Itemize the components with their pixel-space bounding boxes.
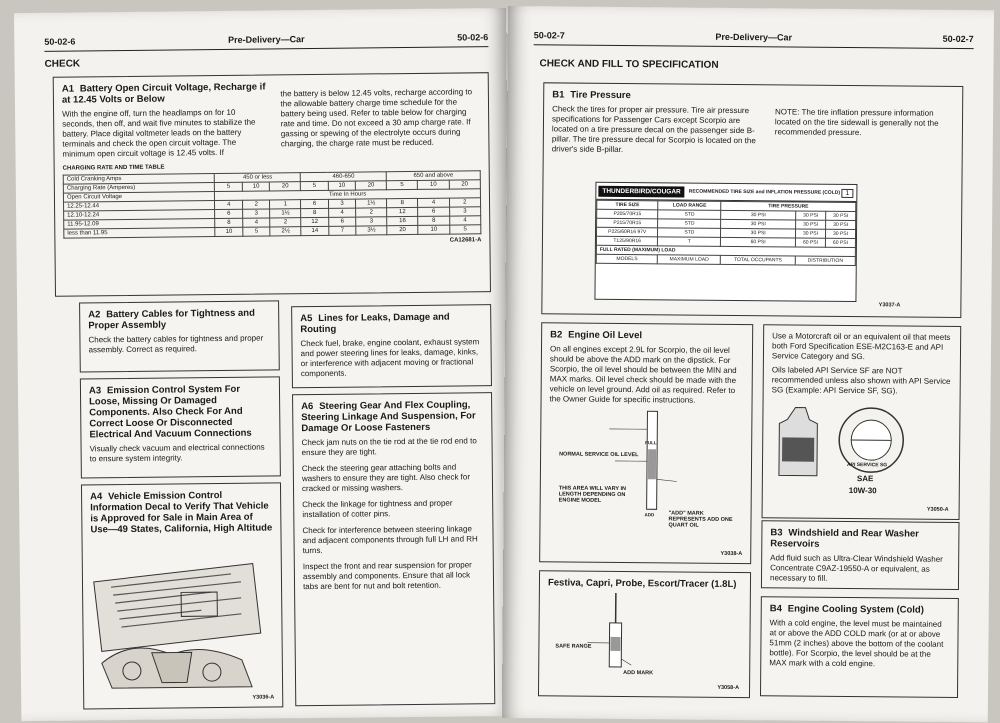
decal-brand: THUNDERBIRD/COUGAR	[598, 185, 684, 197]
oil-spec-text-2: Oils labeled API Service SF are NOT recommended unless also shown with API Service SG (Example: API Service SF, SG).	[771, 365, 951, 396]
engine-decal-illustration-icon	[91, 541, 273, 693]
oil-spec-text-1: Use a Motorcraft oil or an equivalent oil that meets both Ford Specification ESE-M2C163-E and API Service Category and SG.	[771, 331, 951, 362]
table-row: T125/90R16 T 60 PSI 60 PSI 60 PSI	[596, 236, 855, 247]
oil-grade-label: 10W-30	[848, 485, 877, 496]
a2-title: A2 Battery Cables for Tightness and Proper Assembly	[88, 307, 255, 332]
festiva-title: Festiva, Capri, Probe, Escort/Tracer (1.8L)	[547, 577, 737, 591]
right-page	[502, 6, 994, 722]
a6-text-3: Check the linkage for tightness and proper installation of cotter pins.	[302, 498, 453, 520]
b4-title: B4 Engine Cooling System (Cold)	[769, 603, 924, 616]
a6-text-2: Check the steering gear attaching bolts and washers to ensure they are tight. Also check for cracked or missing washers.	[301, 462, 471, 494]
left-page	[14, 8, 513, 721]
a3-emission-box	[80, 376, 281, 478]
right-page-header	[534, 30, 974, 49]
table-row: P225/60R16 97V STD 30 PSI 30 PSI 30 PSI	[596, 227, 855, 238]
charging-table: Cold Cranking Amps 450 or less 460-650 650 and above Charging Rate (Amperes) 5 10 20 5 10 20 5 10 20 Open Circuit Voltage Time In Hours 12.25-12.44 4 2 1 6 3 1½ 8 4 2 12.10-12.24 6 3 1½ 8 4 2 12 6 3 11.95-12.09 8 4 2 12 6 3 16 8 4 less than 11.95 10 5 2½ 14 7 3½ 20 10 5	[63, 170, 482, 238]
left-page-number: 50-02-6	[44, 36, 76, 47]
a2-battery-cables-box	[79, 300, 280, 372]
a6-title: A6 Steering Gear And Flex Coupling, Steering Linkage And Suspension, For Damage Or Loose Fasteners	[301, 399, 476, 435]
a1-text-col1: With the engine off, turn the headlamps on for 10 seconds, then off, and wait five minutes to stabilize the battery. Place digital voltmeter leads on the battery terminals and check the open circuit voltage. The minimum open circuit voltage is 12.45 volts. If	[62, 107, 256, 159]
a1-title: A1 Battery Open Circuit Voltage, Recharge if at 12.45 Volts or Below	[61, 81, 266, 106]
sae-label: SAE	[856, 474, 874, 484]
variable-area-label: THIS AREA WILL VARY IN LENGTH DEPENDING ON ENGINE MODEL	[558, 485, 627, 504]
dipstick-add-mark: ADD	[644, 512, 655, 518]
ocv-label: Open Circuit Voltage	[63, 192, 215, 203]
b2-engine-oil-box	[539, 322, 753, 564]
table-row: 11.95-12.09 8 4 2 12 6 3 16 8 4	[64, 216, 481, 229]
rate-label: Charging Rate (Amperes)	[63, 183, 215, 194]
b2-text: On all engines except 2.9L for Scorpio, the oil level should be above the ADD mark on the dipstick. For Scorpio, the oil level should be between the MIN and MAX marks. Oil level check should be made with the vehicle on level ground. Add oil as required. Refer to the Owner Guide for specific instructions.	[549, 344, 737, 405]
table-row: less than 11.95 10 5 2½ 14 7 3½ 20 10 5	[64, 225, 481, 238]
section-check-title: CHECK	[44, 58, 81, 70]
oil-spec-box	[762, 324, 962, 520]
table-row: P205/70R15 STD 30 PSI 30 PSI 30 PSI	[597, 209, 856, 220]
left-page-title: Pre-Delivery—Car	[227, 34, 305, 45]
b1-figure-code: Y3037-A	[878, 302, 901, 309]
oil-figure-code: Y3050-A	[926, 506, 949, 513]
a1-figure-code: CA12681-A	[449, 237, 482, 244]
a4-decal-box	[81, 482, 283, 709]
decal-table: TIRE SIZE LOAD RANGE TIRE PRESSURE P205/70R15 STD 30 PSI 30 PSI 30 PSI P215/70R15 STD 30 PSI 30 PSI 30 PSI P225/60R16 97V STD 30 PSI 30 PSI 30 PSI T125/90R16 T 60 PSI 60 PSI 60 PSI FULL RATED (MAXIMUM) LOAD MODELS MAXIMUM LOAD TOTAL OCCUPANTS DISTRIBUTION	[596, 200, 857, 266]
right-page-number-right: 50-02-7	[942, 33, 974, 45]
a6-text-4: Check for interference between steering linkage and adjacent components through full LH and RH turns.	[302, 524, 478, 556]
safe-range-label: SAFE RANGE	[555, 643, 592, 650]
right-page-number: 50-02-7	[533, 30, 565, 41]
normal-oil-level-label: NORMAL SERVICE OIL LEVEL	[559, 451, 639, 459]
b1-title: B1 Tire Pressure	[552, 89, 631, 102]
b3-washer-box	[761, 520, 960, 590]
dipstick-full-mark: FULL	[645, 440, 657, 446]
b1-text: Check the tires for proper air pressure. Tire air pressure specifications for Passenger Cars except Scorpio are located on a tire pressure decal on the passenger side B-pillar. The tire pressure decal for Scorpio is located on the driver's side B-pillar.	[551, 104, 756, 155]
a1-battery-box	[53, 72, 491, 297]
b3-text: Add fluid such as Ultra-Clear Windshield Washer Concentrate C9AZ-19550-A or equivalent, as necessary to fill.	[769, 553, 943, 583]
festiva-add-label: ADD MARK	[623, 670, 654, 677]
a6-text-1: Check jam nuts on the tie rod at the tie rod end to ensure they are tight.	[301, 436, 477, 458]
decal-number: 1	[841, 188, 853, 197]
tire-pressure-decal	[594, 182, 857, 302]
a2-text: Check the battery cables for tightness and proper assembly. Correct as required.	[88, 333, 264, 355]
b3-title: B3 Windshield and Rear Washer Reservoirs	[770, 527, 919, 550]
table-row: 12.10-12.24 6 3 1½ 8 4 2 12 6 3	[64, 207, 481, 220]
b2-title: B2 Engine Oil Level	[550, 329, 643, 342]
right-page-title: Pre-Delivery—Car	[715, 31, 793, 43]
section-fill-title: CHECK AND FILL TO SPECIFICATION	[539, 58, 719, 71]
api-service-label: API SERVICE SG	[846, 461, 888, 469]
b1-tire-pressure-box	[541, 82, 963, 318]
b1-note: NOTE: The tire inflation pressure information located on the tire sidewall is generally not the recommended pressure.	[774, 107, 939, 138]
left-page-header	[44, 32, 488, 52]
a5-text: Check fuel, brake, engine coolant, exhaust system and power steering lines for leaks, damage, kinks, or interference with adjacent moving or fractional components.	[300, 337, 480, 379]
add-mark-label: "ADD" MARK REPRESENTS ADD ONE QUART OIL	[668, 510, 733, 529]
a3-title: A3 Emission Control System For Loose, Missing Or Damaged Components. Also Check For And Correct Loose Or Disconnected Electrical And Vacuum Connections	[88, 383, 252, 441]
b4-text: With a cold engine, the level must be maintained at or above the ADD COLD mark (or at or above 51mm (2 inches) above the bottom of the coolant bottle). For Scorpio, the level should be at the MAX mark with a cold engine.	[769, 618, 944, 669]
left-page-number-right: 50-02-6	[457, 32, 489, 43]
b4-cooling-box	[760, 596, 959, 698]
a1-text-col2: the battery is below 12.45 volts, recharge according to the allowable battery charge time schedule for the battery being used. Refer to table below for charging rate and time. Do not exceed a 30 amp charge rate. If gassing or spewing of the electrolyte occurs during charging, the charge rate must be reduced.	[280, 87, 473, 149]
festiva-dipstick-box	[538, 570, 751, 698]
a4-title: A4 Vehicle Emission Control Information Decal to Verify That Vehicle is Approved for Sale in Main Area of Use—49 States, California, High Altitude	[90, 489, 273, 536]
a6-steering-box	[292, 392, 495, 706]
table-row: P215/70R15 STD 30 PSI 30 PSI 30 PSI	[597, 218, 856, 229]
cca-label: Cold Cranking Amps	[63, 174, 215, 185]
charging-table-title: CHARGING RATE AND TIME TABLE	[62, 164, 165, 172]
a3-text: Visually check vacuum and electrical connections to ensure system integrity.	[89, 442, 265, 464]
a4-figure-code: Y3036-A	[252, 694, 275, 701]
b2-figure-code: Y3038-A	[720, 550, 743, 558]
decal-heading: RECOMMENDED TIRE SIZE and INFLATION PRESSURE (COLD)	[688, 188, 841, 196]
table-row: 12.25-12.44 4 2 1 6 3 1½ 8 4 2	[64, 198, 481, 211]
oil-bottle-icon	[771, 399, 932, 480]
festiva-figure-code: Y3058-A	[717, 684, 740, 692]
a5-title: A5 Lines for Leaks, Damage and Routing	[300, 311, 450, 336]
a6-text-5: Inspect the front and rear suspension for proper assembly and components. Ensure that all lock tabs are bent for nut and bolt retention.	[302, 560, 472, 592]
a5-lines-box	[291, 304, 492, 388]
